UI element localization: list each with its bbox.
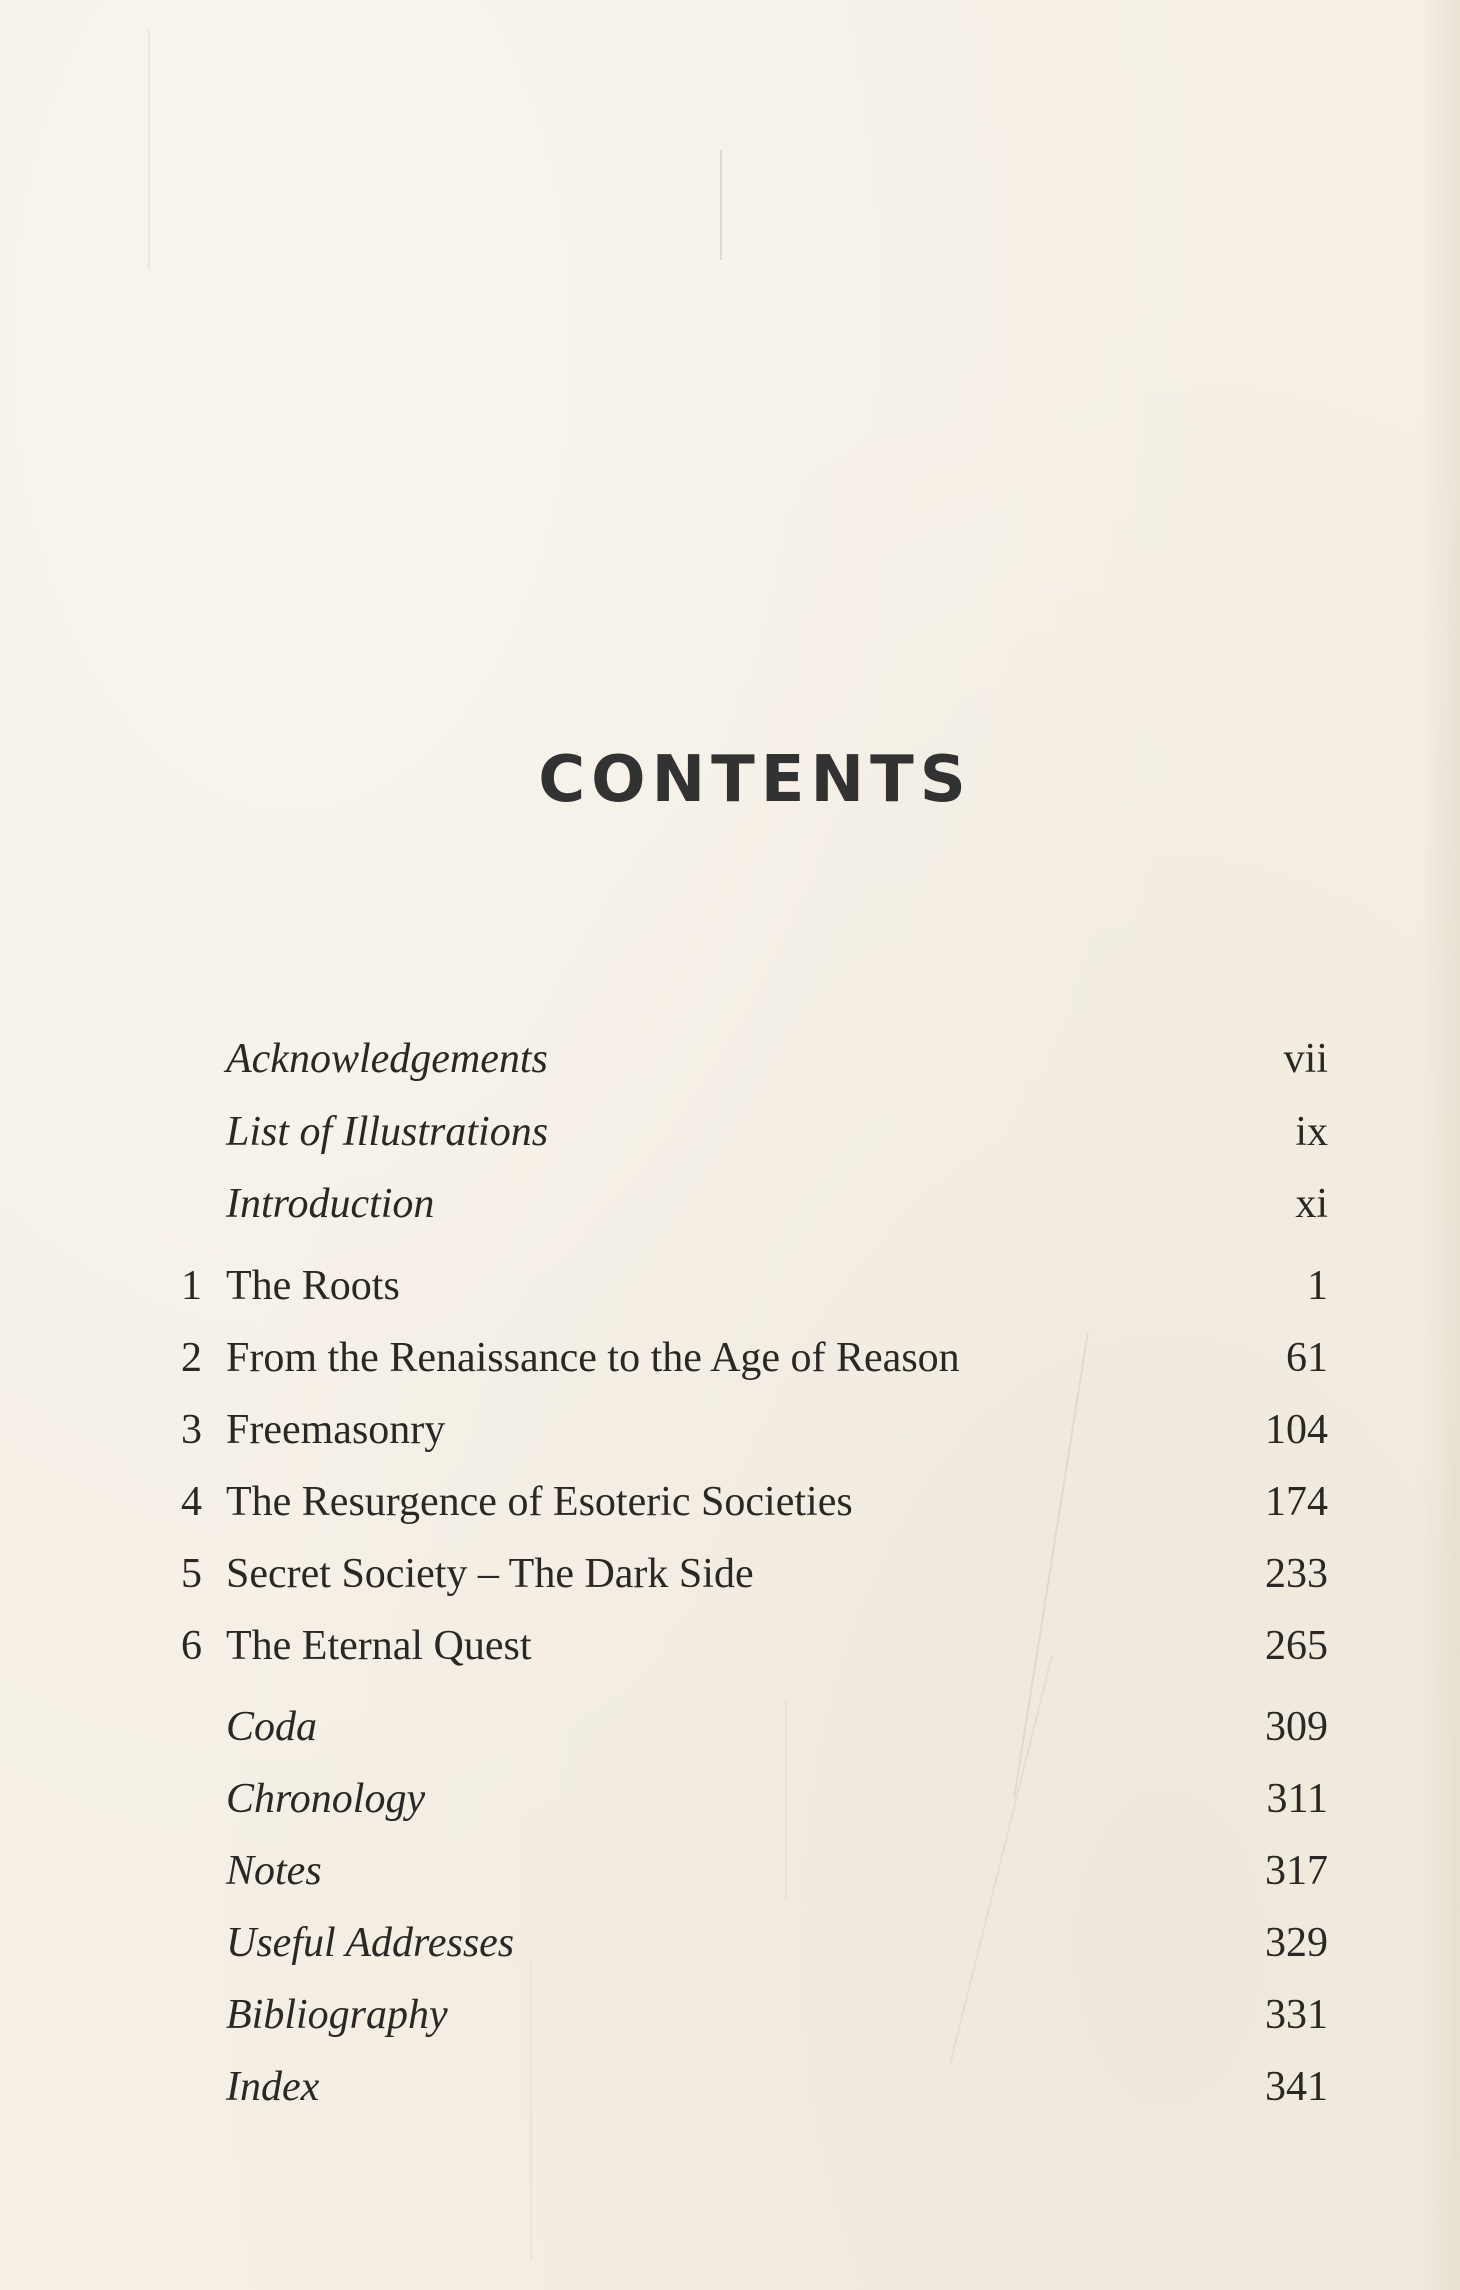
toc-entry-coda[interactable] — [0, 1703, 1460, 1763]
toc-entry-title: Acknowledgements — [226, 1036, 548, 1082]
toc-entry-introduction[interactable] — [0, 1180, 1460, 1240]
toc-entry-number: 1 — [181, 1263, 202, 1309]
toc-entry-title: Coda — [226, 1704, 318, 1750]
toc-entry-page: 1 — [1307, 1263, 1328, 1309]
toc-entry-chapter-3[interactable] — [0, 1406, 1460, 1466]
toc-entry-page: vii — [1283, 1036, 1328, 1082]
toc-entry-number: 2 — [181, 1335, 202, 1381]
toc-entry-page: 311 — [1266, 1776, 1328, 1822]
toc-entry-title: Index — [226, 2064, 320, 2110]
toc-entry-page: 174 — [1265, 1479, 1328, 1525]
toc-entry-title: Freemasonry — [226, 1407, 446, 1453]
toc-entry-number: 4 — [181, 1479, 202, 1525]
toc-entry-chapter-5[interactable] — [0, 1550, 1460, 1610]
toc-entry-acknowledgements[interactable] — [0, 1035, 1460, 1095]
toc-entry-list-of-illustrations[interactable] — [0, 1108, 1460, 1168]
toc-entry-title: The Eternal Quest — [226, 1623, 532, 1669]
toc-entry-number: 3 — [181, 1407, 202, 1453]
toc-entry-page: 265 — [1265, 1623, 1328, 1669]
toc-entry-notes[interactable] — [0, 1847, 1460, 1907]
toc-entry-page: 341 — [1265, 2064, 1328, 2110]
toc-entry-title: Introduction — [226, 1181, 435, 1227]
toc-entry-title: The Roots — [226, 1263, 400, 1309]
toc-entry-title: Notes — [226, 1848, 322, 1894]
toc-entry-title: The Resurgence of Esoteric Societies — [226, 1479, 853, 1525]
toc-entry-index[interactable] — [0, 2063, 1460, 2123]
toc-entry-title: Chronology — [226, 1776, 426, 1822]
toc-entry-page: ix — [1295, 1109, 1328, 1155]
toc-entry-title: From the Renaissance to the Age of Reason — [226, 1335, 960, 1381]
toc-entry-chapter-4[interactable] — [0, 1478, 1460, 1538]
toc-entry-page: 233 — [1265, 1551, 1328, 1597]
toc-entry-page: 104 — [1265, 1407, 1328, 1453]
toc-entry-page: 331 — [1265, 1992, 1328, 2038]
toc-entry-title: Useful Addresses — [226, 1920, 515, 1966]
toc-entry-title: Bibliography — [226, 1992, 448, 2038]
toc-entry-number: 6 — [181, 1623, 202, 1669]
toc-entry-useful-addresses[interactable] — [0, 1919, 1460, 1979]
toc-entry-page: xi — [1295, 1181, 1328, 1227]
toc-entry-page: 329 — [1265, 1920, 1328, 1966]
paper-scratch — [720, 150, 722, 260]
toc-entry-number: 5 — [181, 1551, 202, 1597]
toc-entry-chapter-2[interactable] — [0, 1334, 1460, 1394]
toc-entry-chronology[interactable] — [0, 1775, 1460, 1835]
paper-scratch — [148, 30, 150, 270]
toc-entry-page: 61 — [1286, 1335, 1328, 1381]
toc-entry-chapter-6[interactable] — [0, 1622, 1460, 1682]
toc-entry-page: 317 — [1265, 1848, 1328, 1894]
toc-entry-bibliography[interactable] — [0, 1991, 1460, 2051]
toc-entry-page: 309 — [1265, 1704, 1328, 1750]
toc-entry-title: Secret Society – The Dark Side — [226, 1551, 754, 1597]
contents-heading: CONTENTS — [538, 743, 972, 817]
toc-entry-chapter-1[interactable] — [0, 1262, 1460, 1322]
toc-entry-title: List of Illustrations — [226, 1109, 549, 1155]
